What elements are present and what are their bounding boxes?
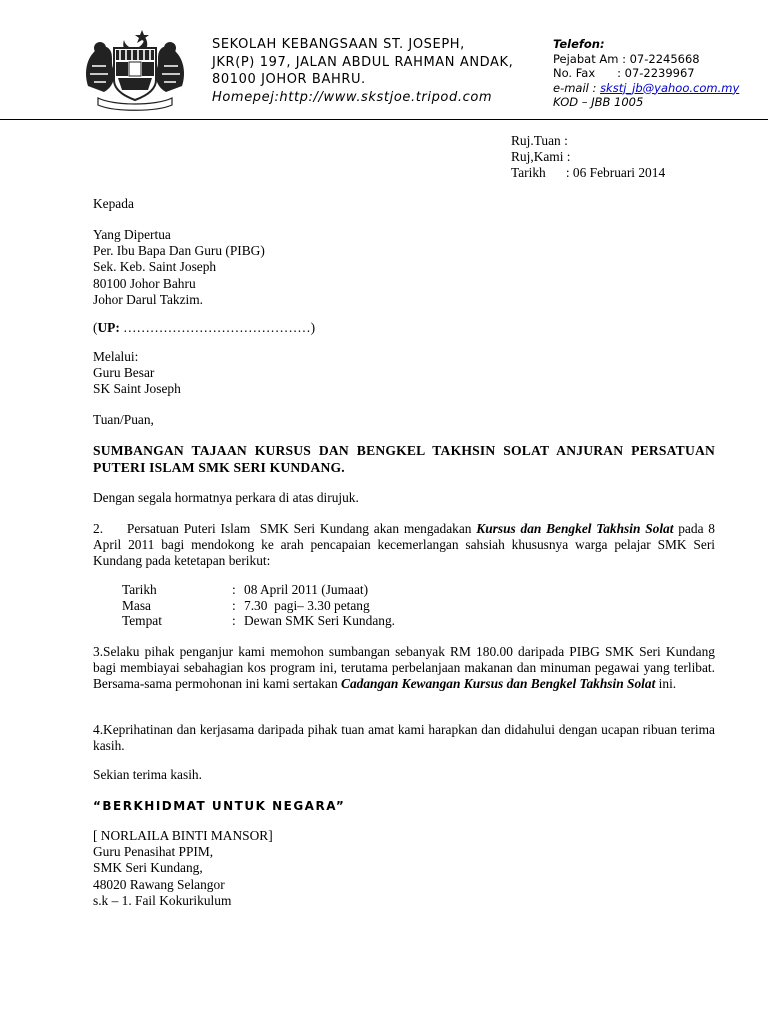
detail-row: Masa : 7.30 pagi– 3.30 petang <box>122 597 370 613</box>
reference-block <box>511 133 665 182</box>
detail-value: Dewan SMK Seri Kundang. <box>244 613 395 629</box>
recipient-line: Per. Ibu Bapa Dan Guru (PIBG) <box>93 243 265 259</box>
email-link[interactable]: skstj_jb@yahoo.com.my <box>600 80 740 95</box>
event-details <box>122 582 395 629</box>
recipient-line: Johor Darul Takzim. <box>93 291 204 307</box>
para2-emphasis: Kursus dan Bengkel Takhsin Solat <box>476 521 674 536</box>
ruj-tuan: Ruj.Tuan : <box>511 133 568 148</box>
melalui-line: Guru Besar <box>93 365 155 381</box>
pejabat-phone: Pejabat Am : 07-2245668 <box>553 51 700 66</box>
intro-paragraph: Dengan segala hormatnya perkara di atas dirujuk. <box>93 490 359 505</box>
melalui-line: SK Saint Joseph <box>93 381 181 397</box>
header-divider <box>0 119 768 120</box>
sk-line: s.k – 1. Fail Kokurikulum <box>93 892 232 908</box>
email-label: e-mail : <box>553 80 601 95</box>
para3-text-rest: ini. <box>655 676 677 692</box>
signer-school: SMK Seri Kundang, <box>93 860 203 876</box>
detail-value: 7.30 pagi– 3.30 petang <box>244 597 370 613</box>
up-label: UP: <box>97 320 120 335</box>
melalui-block <box>93 349 181 398</box>
recipient-line: Yang Dipertua <box>93 227 171 242</box>
signer-title: Guru Penasihat PPIM, <box>93 844 214 860</box>
detail-label: Tarikh <box>122 582 157 597</box>
para3-text: 3.Selaku pihak penganjur kami memohon sumbangan sebanyak RM 180.00 daripada PIBG SMK Seri Kundang bagi membiayai sebahagian kos program ini, terutama perbelanjaan makanan dan minuman pegawai yang terlibat. Bersama-sama permohonan ini kami sertakan <box>93 644 715 692</box>
kepada-label: Kepada <box>93 196 134 211</box>
signer-address: 48020 Rawang Selangor <box>93 876 225 892</box>
para2-text: 2. Persatuan Puteri Islam SMK Seri Kundang akan mengadakan <box>93 521 477 536</box>
para2-text-rest: pada 8 April 2011 bagi mendokong ke arah pencapaian kecemerlangan sahsiah khususnya warga pelajar SMK Seri Kundang pada ketetapan berikut: <box>93 521 715 569</box>
signature-block <box>93 828 273 909</box>
detail-value: 08 April 2011 (Jumaat) <box>244 582 369 597</box>
recipient-line: Sek. Keb. Saint Joseph <box>93 259 217 275</box>
up-open: ( <box>93 320 98 335</box>
paragraph-2 <box>93 521 715 570</box>
up-close: ) <box>310 320 316 335</box>
ruj-kami: Ruj,Kami : <box>511 149 571 165</box>
paragraph-4: 4.Keprihatinan dan kerjasama daripada pihak tuan amat kami harapkan dan didahului dengan ucapan ribuan terima kasih. <box>93 722 715 754</box>
school-crest-logo <box>80 26 190 112</box>
school-code: KOD – JBB 1005 <box>553 95 644 109</box>
signer-name: [ NORLAILA BINTI MANSOR] <box>93 828 273 843</box>
telefon-label: Telefon: <box>553 37 605 51</box>
detail-row: Tempat : Dewan SMK Seri Kundang. <box>122 613 395 629</box>
school-city: 80100 JOHOR BAHRU. <box>212 72 366 87</box>
closing-line: Sekian terima kasih. <box>93 767 202 782</box>
salutation: Tuan/Puan, <box>93 412 154 427</box>
motto: “BERKHIDMAT UNTUK NEGARA” <box>93 799 346 813</box>
melalui-label: Melalui: <box>93 349 139 364</box>
letter-date: Tarikh : 06 Februari 2014 <box>511 165 666 181</box>
detail-label: Masa <box>122 597 152 613</box>
school-name: SEKOLAH KEBANGSAAN ST. JOSEPH, <box>212 37 465 52</box>
detail-label: Tempat <box>122 613 162 629</box>
recipient-address <box>93 227 265 308</box>
detail-row: Tarikh : 08 April 2011 (Jumaat) <box>122 582 369 597</box>
school-address-line: JKR(P) 197, JALAN ABDUL RAHMAN ANDAK, <box>212 54 514 70</box>
school-info <box>212 36 513 106</box>
up-dots: …………………………………… <box>119 320 311 335</box>
letter-subject: SUMBANGAN TAJAAN KURSUS DAN BENGKEL TAKHSIN SOLAT ANJURAN PERSATUAN PUTERI ISLAM SMK SERI KUNDANG. <box>93 443 715 475</box>
contact-info <box>553 37 739 110</box>
recipient-line: 80100 Johor Bahru <box>93 275 196 291</box>
para3-emphasis: Cadangan Kewangan Kursus dan Bengkel Takhsin Solat <box>341 676 656 692</box>
up-line <box>93 320 315 336</box>
paragraph-3 <box>93 644 715 693</box>
homepage-link[interactable]: Homepej:http://www.skstjoe.tripod.com <box>212 89 493 105</box>
email-row <box>553 81 739 96</box>
fax-number: No. Fax : 07-2239967 <box>553 66 695 80</box>
